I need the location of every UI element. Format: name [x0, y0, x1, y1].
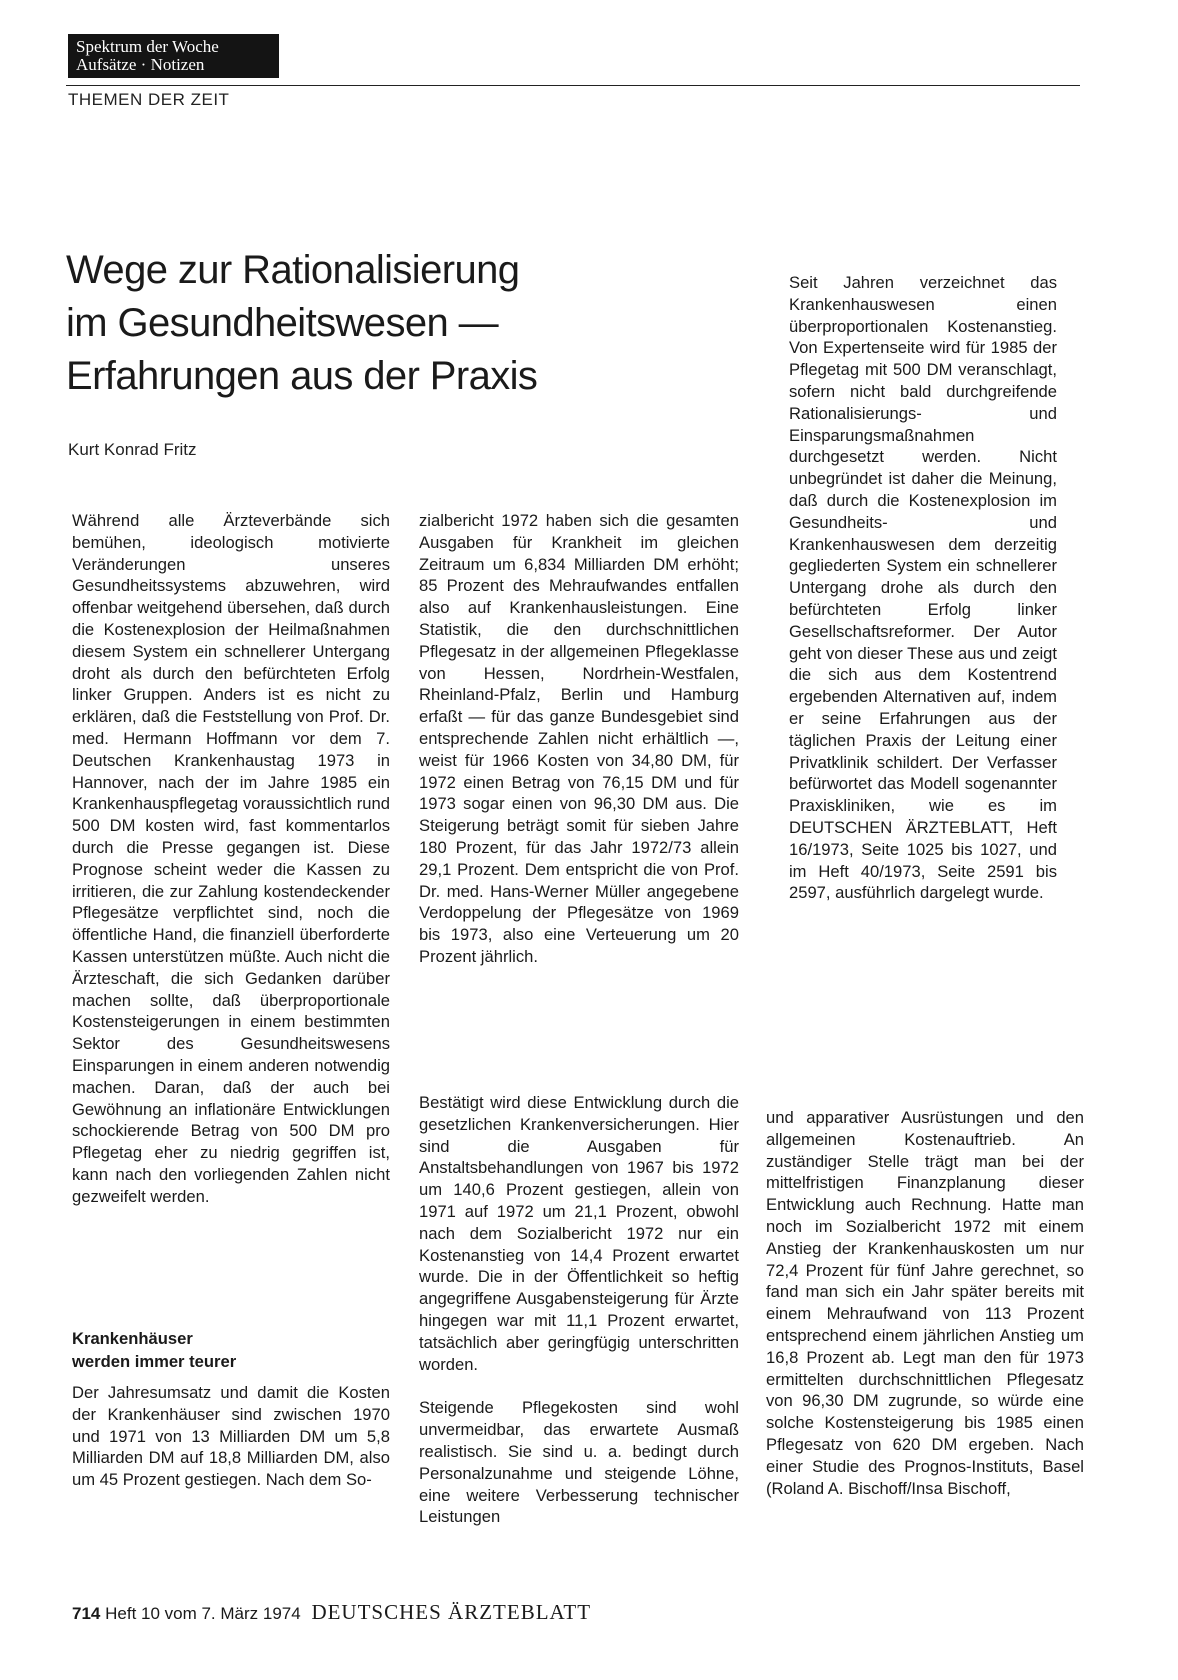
body-paragraph: Bestätigt wird diese Entwicklung durch die gesetzlichen Krankenversicherungen. Hier sind die Ausgaben für Anstaltsbehandlungen von 1967 bis 1972 um 140,6 Prozent gestiegen, allein von 1971 auf 1972 um 21,1 Prozent, obwohl nach dem Sozialbericht 1972 nur ein Kostenanstieg von 14,4 Prozent erwartet wurde. Die in der Öffentlichkeit so heftig angegriffene Ausgabensteigerung für Ärzte hingegen war mit 11,1 Prozent erwartet, tatsächlich aber geringfügig unterschritten worden.: [419, 1093, 739, 1374]
body-paragraph: Während alle Ärzteverbände sich bemühen, ideologisch motivierte Veränderungen unseres Gesundheitssystems abzuwehren, wird offenbar weitgehend übersehen, daß durch die Kostenexplosion der Heilmaßnahmen diesem System ein schnellerer Untergang droht als durch den befürchteten Erfolg linker Gruppen. Anders ist es nicht zu erklären, daß die Feststellung von Prof. Dr. med. Hermann Hoffmann vor dem 7. Deutschen Krankenhaustag 1973 in Hannover, nach der im Jahre 1985 ein Krankenhauspflegetag voraussichtlich rund 500 DM kosten wird, fast kommentarlos durch die Presse gegangen ist. Diese Prognose scheint weder die Kassen zu irritieren, die zur Zahlung kostendeckender Pflegesätze verpflichtet sind, noch die öffentliche Hand, die finanziell überforderte Kassen unterstützen müßte. Auch nicht die Ärzteschaft, die sich Gedanken darüber machen sollte, daß überproportionale Kostensteigerungen in einem bestimmten Sektor des Gesundheitswesens Einsparungen in einem anderen notwendig machen. Daran, daß der auch bei Gewöhnung an inflationäre Entwicklungen schockierende Betrag von 500 DM pro Pflegetag eher zu niedrig gegriffen ist, kann nach den vorliegenden Zahlen nicht gezweifelt werden.: [72, 511, 390, 1206]
page-number: 714: [72, 1604, 101, 1623]
body-paragraph: und apparativer Ausrüstungen und den allgemeinen Kostenauftrieb. An zuständiger Stelle trägt man bei der mittelfristigen Finanzplanung dieser Entwicklung auch Rechnung. Hatte man noch im Sozialbericht 1972 mit einem Anstieg der Krankenhauskosten um nur 72,4 Prozent für fünf Jahre gerechnet, so fand man sich ein Jahr später bereits mit einem Mehraufwand von 113 Prozent entsprechend einem jährlichen Anstieg um 16,8 Prozent ab. Legt man den für 1973 ermittelten durchschnittlichen Pflegesatz von 96,30 DM zugrunde, so würde eine solche Kostensteigerung bis 1985 einen Pflegesatz von 620 DM ergeben. Nach einer Studie des Prognos-Instituts, Basel (Roland A. Bischoff/Insa Bischoff,: [766, 1108, 1084, 1498]
issue-info: Heft 10 vom 7. März 1974: [105, 1604, 301, 1623]
subheading-line-1: Krankenhäuser: [72, 1329, 193, 1348]
title-line-3: Erfahrungen aus der Praxis: [66, 354, 538, 398]
intro-abstract: [789, 272, 1057, 904]
column-1-bottom: [72, 1382, 390, 1491]
column-1-top: [72, 510, 390, 1208]
column-3-bottom: [766, 1107, 1084, 1499]
body-paragraph: Steigende Pflegekosten sind wohl unvermeidbar, das erwartete Ausmaß realistisch. Sie sind u. a. bedingt durch Personalzunahme und steigende Löhne, eine weitere Verbesserung technischer Leistungen: [419, 1398, 739, 1527]
column-2-top: [419, 510, 739, 968]
rubric-line-1: Spektrum der Woche: [76, 37, 219, 56]
rubric-badge: [68, 34, 279, 78]
subheading: [72, 1327, 392, 1373]
column-2-bottom: [419, 1092, 739, 1528]
body-paragraph: Der Jahresumsatz und damit die Kosten der Krankenhäuser sind zwischen 1970 und 1971 von 13 Milliarden DM um 5,8 Milliarden DM auf 18,8 Milliarden DM, also um 45 Prozent gestiegen. Nach dem So-: [72, 1383, 390, 1490]
page-footer: [72, 1600, 591, 1625]
section-label: THEMEN DER ZEIT: [68, 90, 230, 109]
intro-paragraph: Seit Jahren verzeichnet das Krankenhauswesen einen überproportionalen Kostenanstieg. Von Expertenseite wird für 1985 der Pflegetag mit 500 DM veranschlagt, sofern nicht bald durchgreifende Rationalisierungs- und Einsparungsmaßnahmen durchgesetzt werden. Nicht unbegründet ist daher die Meinung, daß durch die Kostenexplosion im Gesundheits- und Krankenhauswesen dem derzeitig gegliederten System ein schnellerer Untergang drohe als durch den befürchteten Erfolg linker Gesellschaftsreformer. Der Autor geht von dieser These aus und zeigt die sich aus dem Kostentrend ergebenden Alternativen auf, indem er seine Erfahrungen aus der täglichen Praxis der Leitung einer Privatklinik schildert. Der Verfasser befürwortet das Modell sogenannter Praxiskliniken, wie es im DEUTSCHEN ÄRZTEBLATT, Heft 16/1973, Seite 1025 bis 1027, und im Heft 40/1973, Seite 2591 bis 2597, ausführlich dargelegt wurde.: [789, 273, 1057, 903]
body-paragraph: zialbericht 1972 haben sich die gesamten Ausgaben für Krankheit im gleichen Zeitraum um 6,834 Milliarden DM erhöht; 85 Prozent des Mehraufwandes entfallen also auf Krankenhausleistungen. Eine Statistik, die den durchschnittlichen Pflegesatz in der allgemeinen Pflegeklasse von Hessen, Nordrhein-Westfalen, Rheinland-Pfalz, Berlin und Hamburg erfaßt — für das ganze Bundesgebiet sind entsprechende Zahlen nicht erhältlich —, weist für 1966 Kosten von 34,80 DM, für 1972 einen Betrag von 76,15 DM und für 1973 sogar einen von 96,30 DM aus. Die Steigerung beträgt somit für sieben Jahre 180 Prozent, für das Jahr 1972/73 allein 29,1 Prozent. Dem entspricht die von Prof. Dr. med. Hans-Werner Müller angegebene Verdoppelung der Pflegesätze von 1969 bis 1973, also eine Verteuerung um 20 Prozent jährlich.: [419, 511, 739, 966]
article-title: [66, 244, 706, 403]
title-line-1: Wege zur Rationalisierung: [66, 248, 520, 292]
rubric-line-2: Aufsätze · Notizen: [76, 55, 205, 74]
author-name: Kurt Konrad Fritz: [68, 440, 197, 459]
header-rule: [66, 85, 1080, 86]
subheading-line-2: werden immer teurer: [72, 1352, 237, 1371]
title-line-2: im Gesundheitswesen —: [66, 301, 499, 345]
magazine-name: DEUTSCHES ÄRZTEBLATT: [311, 1600, 592, 1624]
